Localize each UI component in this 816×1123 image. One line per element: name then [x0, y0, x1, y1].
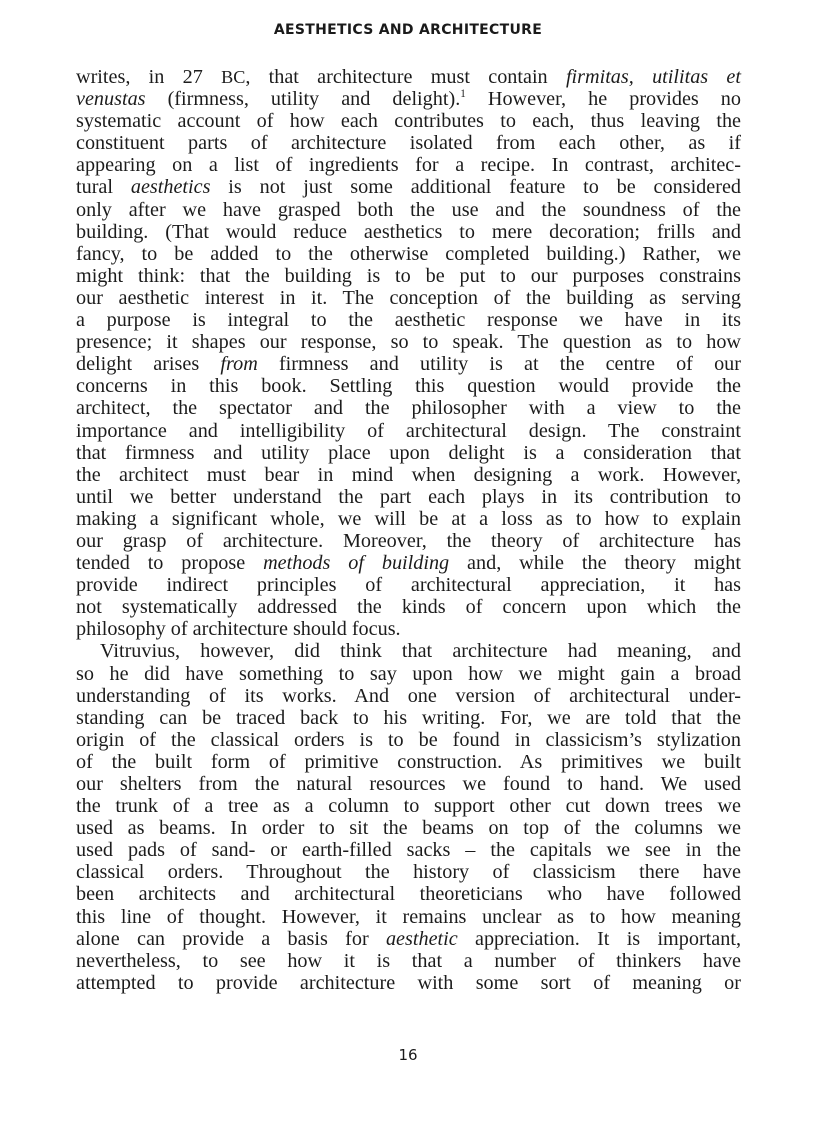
text-run: been architects and architectural theoreticians who have followed [76, 883, 741, 906]
text-run: our grasp of architecture. Moreover, the theory of architecture has [76, 529, 741, 552]
text-run: used as beams. In order to sit the beams on top of the columns we [76, 817, 741, 840]
italic-text: aesthetic [385, 927, 458, 950]
text-line [76, 640, 741, 662]
text-line [76, 243, 741, 265]
text-line [76, 950, 741, 972]
text-run: only after we have grasped both the use and the soundness of the [76, 198, 741, 221]
italic-text: venustas [76, 88, 146, 111]
text-run: origin of the classical orders is to be found in classicism’s stylization [76, 728, 741, 751]
text-run: so he did have something to say upon how we might gain a broad [76, 662, 741, 685]
text-line [76, 596, 741, 618]
text-line [76, 751, 741, 773]
text-line [76, 618, 741, 640]
text-line [76, 199, 741, 221]
italic-text: aesthetics [130, 176, 211, 199]
text-line [76, 795, 741, 817]
text-run: writes, in 27 [76, 66, 222, 88]
text-line [76, 685, 741, 707]
text-line [76, 574, 741, 596]
text-run: the architect must bear in mind when designing a work. However, [76, 463, 741, 486]
text-run: of the built form of primitive construction. As primitives we built [76, 750, 741, 773]
text-line [76, 817, 741, 839]
text-line [76, 66, 741, 88]
text-line [76, 773, 741, 795]
text-run: However, he provides no [465, 88, 741, 111]
text-run: classical orders. Throughout the history of classicism there have [76, 861, 741, 884]
text-run: delight arises [76, 353, 221, 376]
text-run: tural [76, 176, 131, 199]
text-line [76, 729, 741, 751]
text-run: not systematically addressed the kinds of concern upon which the [76, 596, 741, 619]
text-line [76, 486, 741, 508]
text-line [76, 442, 741, 464]
text-run: Vitruvius, however, did think that architecture had meaning, and [100, 640, 741, 663]
text-line [76, 265, 741, 287]
text-run: importance and intelligibility of architectural design. The constraint [76, 419, 741, 442]
text-run: firmness and utility is at the centre of our [257, 353, 741, 376]
text-line [76, 132, 741, 154]
text-line [76, 928, 741, 950]
text-run: our shelters from the natural resources we found to hand. We used [76, 773, 741, 795]
text-run: nevertheless, to see how it is that a number of thinkers have [76, 949, 741, 972]
text-line [76, 397, 741, 419]
text-run: that firmness and utility place upon delight is a consideration that [76, 441, 741, 464]
text-run: concerns in this book. Settling this question would provide the [76, 375, 741, 398]
paragraph [76, 640, 741, 994]
paragraph [76, 66, 741, 640]
text-line [76, 221, 741, 243]
text-line [76, 88, 741, 110]
text-run: philosophy of architecture should focus. [76, 618, 401, 641]
text-run: making a significant whole, we will be at a loss as to how to explain [76, 507, 741, 530]
text-line [76, 287, 741, 309]
text-run: and, while the theory might [449, 552, 741, 575]
text-line [76, 508, 741, 530]
text-line [76, 309, 741, 331]
running-head: AESTHETICS AND ARCHITECTURE [273, 22, 543, 38]
text-line [76, 331, 741, 353]
text-run: appreciation. It is important, [457, 927, 741, 950]
text-line [76, 530, 741, 552]
text-run: the trunk of a tree as a column to support other cut down trees we [76, 795, 741, 818]
text-run: until we better understand the part each plays in its contribution to [76, 485, 741, 508]
text-run: (firmness, utility and delight). [145, 88, 461, 111]
text-line [76, 176, 741, 198]
text-run: provide indirect principles of architectural appreciation, it has [76, 574, 741, 597]
italic-text: firmitas, utilitas et [565, 66, 741, 88]
text-line [76, 464, 741, 486]
footnote-marker: 1 [460, 88, 466, 101]
text-run: BC [221, 67, 246, 87]
text-run: might think: that the building is to be put to our purposes constrains [76, 264, 741, 287]
text-line [76, 353, 741, 375]
text-run: presence; it shapes our response, so to speak. The question as to how [76, 331, 741, 354]
text-run: constituent parts of architecture isolated from each other, as if [76, 132, 741, 155]
italic-text: methods of building [263, 552, 450, 575]
text-line [76, 839, 741, 861]
text-run: a purpose is integral to the aesthetic response we have in its [76, 309, 741, 332]
text-line [76, 154, 741, 176]
text-line [76, 375, 741, 397]
text-run: standing can be traced back to his writing. For, we are told that the [76, 706, 741, 729]
text-line [76, 552, 741, 574]
text-line [76, 663, 741, 685]
text-run: our aesthetic interest in it. The conception of the building as serving [76, 286, 741, 309]
text-run: , that architecture must contain [245, 66, 566, 88]
text-run: appearing on a list of ingredients for a recipe. In contrast, architec- [76, 154, 741, 177]
text-run: this line of thought. However, it remains unclear as to how meaning [76, 905, 741, 928]
text-run: tended to propose [76, 552, 264, 575]
italic-text: from [220, 353, 258, 376]
page-number: 16 [398, 1046, 418, 1064]
text-line [76, 972, 741, 994]
text-run: fancy, to be added to the otherwise completed building.) Rather, we [76, 242, 741, 265]
body-text [76, 66, 741, 994]
text-line [76, 420, 741, 442]
text-run: understanding of its works. And one version of architectural under- [76, 684, 741, 707]
text-run: architect, the spectator and the philosopher with a view to the [76, 397, 741, 420]
text-run: alone can provide a basis for [76, 927, 386, 950]
text-line [76, 707, 741, 729]
text-line [76, 861, 741, 883]
text-run: building. (That would reduce aesthetics to mere decoration; frills and [76, 220, 741, 243]
text-run: is not just some additional feature to be considered [210, 176, 742, 199]
text-run: systematic account of how each contributes to each, thus leaving the [76, 110, 741, 133]
text-line [76, 883, 741, 905]
text-line [76, 906, 741, 928]
text-run: used pads of sand- or earth-filled sacks – the capitals we see in the [76, 839, 741, 862]
text-line [76, 110, 741, 132]
text-run: attempted to provide architecture with some sort of meaning or [76, 971, 741, 994]
